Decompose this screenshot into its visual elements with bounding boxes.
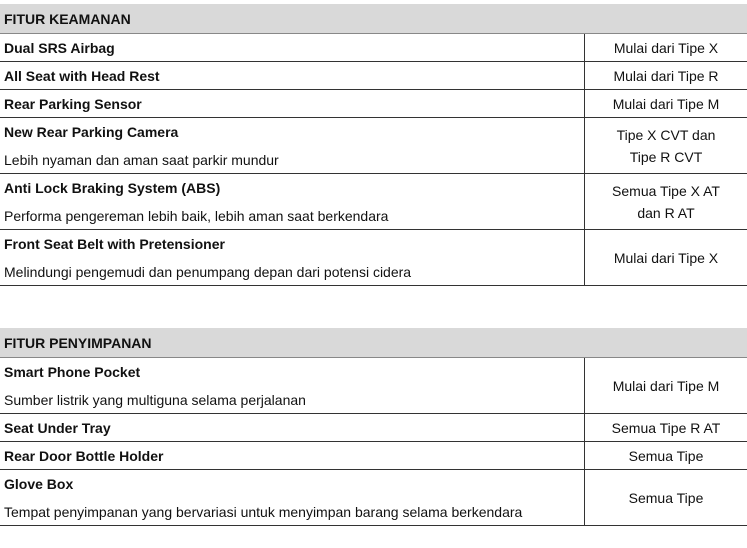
feature-title: New Rear Parking Camera: [4, 124, 179, 140]
availability-cell: Semua Tipe: [628, 447, 704, 464]
availability-cell: Tipe X CVT dan Tipe R CVT: [616, 126, 716, 165]
feature-cell: [0, 90, 585, 117]
availability-cell: Mulai dari Tipe M: [612, 377, 720, 394]
feature-cell: [0, 174, 585, 229]
feature-cell: [0, 62, 585, 89]
feature-cell: [0, 358, 585, 413]
feature-title: Dual SRS Airbag: [4, 39, 115, 56]
feature-title: Front Seat Belt with Pretensioner: [4, 236, 225, 252]
feature-cell: [0, 414, 585, 441]
table-row: [0, 34, 747, 62]
availability-cell: Semua Tipe R AT: [611, 419, 721, 436]
section-header: FITUR KEAMANAN: [0, 4, 747, 34]
availability-cell: Semua Tipe: [628, 489, 704, 506]
feature-title: Anti Lock Braking System (ABS): [4, 180, 221, 196]
feature-cell: [0, 118, 585, 173]
feature-description: Melindungi pengemudi dan penumpang depan dari potensi cidera: [4, 264, 412, 280]
feature-title: Rear Parking Sensor: [4, 95, 142, 112]
feature-title: Glove Box: [4, 476, 74, 492]
feature-title: Rear Door Bottle Holder: [4, 447, 164, 464]
feature-title: All Seat with Head Rest: [4, 67, 160, 84]
availability-cell: Mulai dari Tipe M: [612, 95, 720, 112]
section-header: FITUR PENYIMPANAN: [0, 328, 747, 358]
table-row: [0, 414, 747, 442]
feature-description: Performa pengereman lebih baik, lebih aman saat berkendara: [4, 208, 389, 224]
section-penyimpanan: [0, 328, 747, 526]
feature-description: Sumber listrik yang multiguna selama perjalanan: [4, 392, 306, 408]
table-row: [0, 358, 747, 414]
feature-cell: [0, 230, 585, 285]
availability-cell: Mulai dari Tipe X: [613, 249, 719, 266]
feature-table: [0, 358, 747, 526]
table-row: [0, 470, 747, 526]
availability-cell: Mulai dari Tipe R: [613, 67, 719, 84]
section-keamanan: [0, 4, 747, 286]
table-row: [0, 90, 747, 118]
feature-cell: [0, 34, 585, 61]
feature-cell: [0, 470, 585, 525]
table-row: [0, 118, 747, 174]
feature-description: Tempat penyimpanan yang bervariasi untuk menyimpan barang selama berkendara: [4, 504, 523, 520]
table-row: [0, 174, 747, 230]
table-row: [0, 62, 747, 90]
feature-table: [0, 34, 747, 286]
availability-cell: Semua Tipe X AT dan R AT: [612, 182, 720, 221]
feature-title: Seat Under Tray: [4, 419, 111, 436]
availability-cell: Mulai dari Tipe X: [613, 39, 719, 56]
table-row: [0, 230, 747, 286]
feature-title: Smart Phone Pocket: [4, 364, 141, 380]
table-row: [0, 442, 747, 470]
feature-description: Lebih nyaman dan aman saat parkir mundur: [4, 152, 279, 168]
feature-cell: [0, 442, 585, 469]
